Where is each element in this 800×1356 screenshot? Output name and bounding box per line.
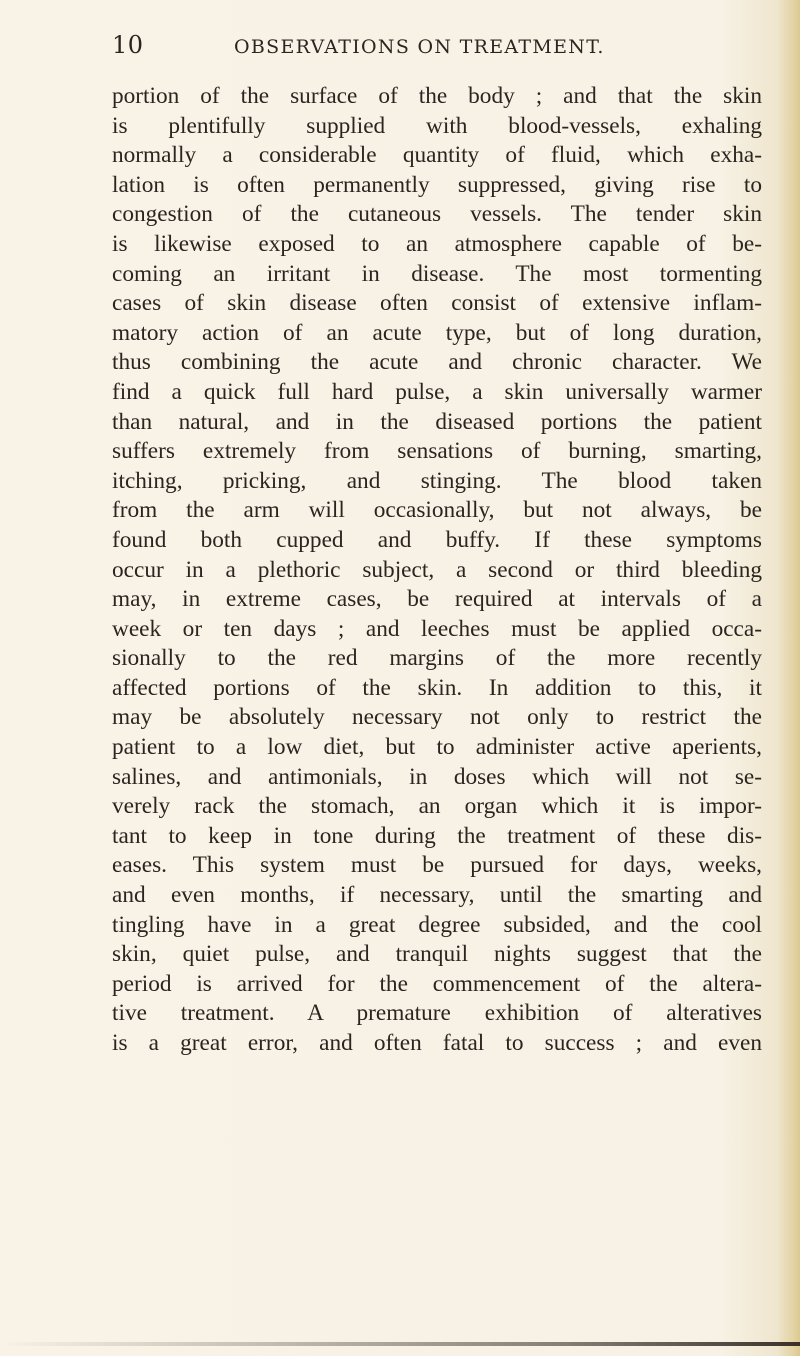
text-line: matory action of an acute type, but of long duration, bbox=[112, 319, 762, 346]
text-line: lation is often permanently suppressed, giving rise to bbox=[112, 171, 762, 198]
text-line: verely rack the stomach, an organ which it is impor- bbox=[112, 793, 762, 820]
page-edge-shadow bbox=[778, 0, 800, 1356]
page-number: 10 bbox=[112, 31, 144, 59]
text-line: cases of skin disease often consist of extensive inflam- bbox=[112, 290, 762, 317]
text-line: from the arm will occasionally, but not always, be bbox=[112, 497, 762, 524]
text-line: may, in extreme cases, be required at intervals of a bbox=[112, 586, 762, 613]
text-line: period is arrived for the commencement of the altera- bbox=[112, 970, 762, 997]
body-text bbox=[112, 82, 762, 1059]
text-line: sionally to the red margins of the more recently bbox=[112, 645, 762, 672]
text-line: salines, and antimonials, in doses which will not se- bbox=[112, 763, 762, 790]
text-line: skin, quiet pulse, and tranquil nights suggest that the bbox=[112, 941, 762, 968]
running-head bbox=[112, 30, 772, 60]
text-line: normally a considerable quantity of fluid, which exha- bbox=[112, 142, 762, 169]
text-line: is likewise exposed to an atmosphere capable of be- bbox=[112, 230, 762, 257]
running-title: OBSERVATIONS ON TREATMENT. bbox=[234, 36, 605, 58]
text-line: tingling have in a great degree subsided, and the cool bbox=[112, 911, 762, 938]
text-line: affected portions of the skin. In addition to this, it bbox=[112, 674, 762, 701]
text-line: week or ten days ; and leeches must be applied occa- bbox=[112, 615, 762, 642]
text-line: patient to a low diet, but to administer active aperients, bbox=[112, 734, 762, 761]
text-line: occur in a plethoric subject, a second or third bleeding bbox=[112, 556, 762, 583]
text-line: eases. This system must be pursued for days, weeks, bbox=[112, 852, 762, 879]
text-line: is plentifully supplied with blood-vessels, exhaling bbox=[112, 112, 762, 139]
text-line: itching, pricking, and stinging. The blood taken bbox=[112, 467, 762, 494]
text-line: tant to keep in tone during the treatment of these dis- bbox=[112, 822, 762, 849]
text-line: is a great error, and often fatal to success ; and even bbox=[112, 1030, 762, 1056]
text-line: coming an irritant in disease. The most tormenting bbox=[112, 260, 762, 287]
text-line: than natural, and in the diseased portions the patient bbox=[112, 408, 762, 435]
text-line: tive treatment. A premature exhibition of alteratives bbox=[112, 1000, 762, 1027]
text-line: and even months, if necessary, until the smarting and bbox=[112, 882, 762, 909]
text-line: may be absolutely necessary not only to restrict the bbox=[112, 704, 762, 731]
page-bottom-edge bbox=[0, 1342, 800, 1346]
text-line: thus combining the acute and chronic character. We bbox=[112, 349, 762, 376]
text-line: congestion of the cutaneous vessels. The tender skin bbox=[112, 201, 762, 228]
text-line: find a quick full hard pulse, a skin universally warmer bbox=[112, 378, 762, 405]
text-line: suffers extremely from sensations of burning, smarting, bbox=[112, 438, 762, 465]
text-line: found both cupped and buffy. If these symptoms bbox=[112, 526, 762, 553]
text-line: portion of the surface of the body ; and that the skin bbox=[112, 83, 762, 109]
